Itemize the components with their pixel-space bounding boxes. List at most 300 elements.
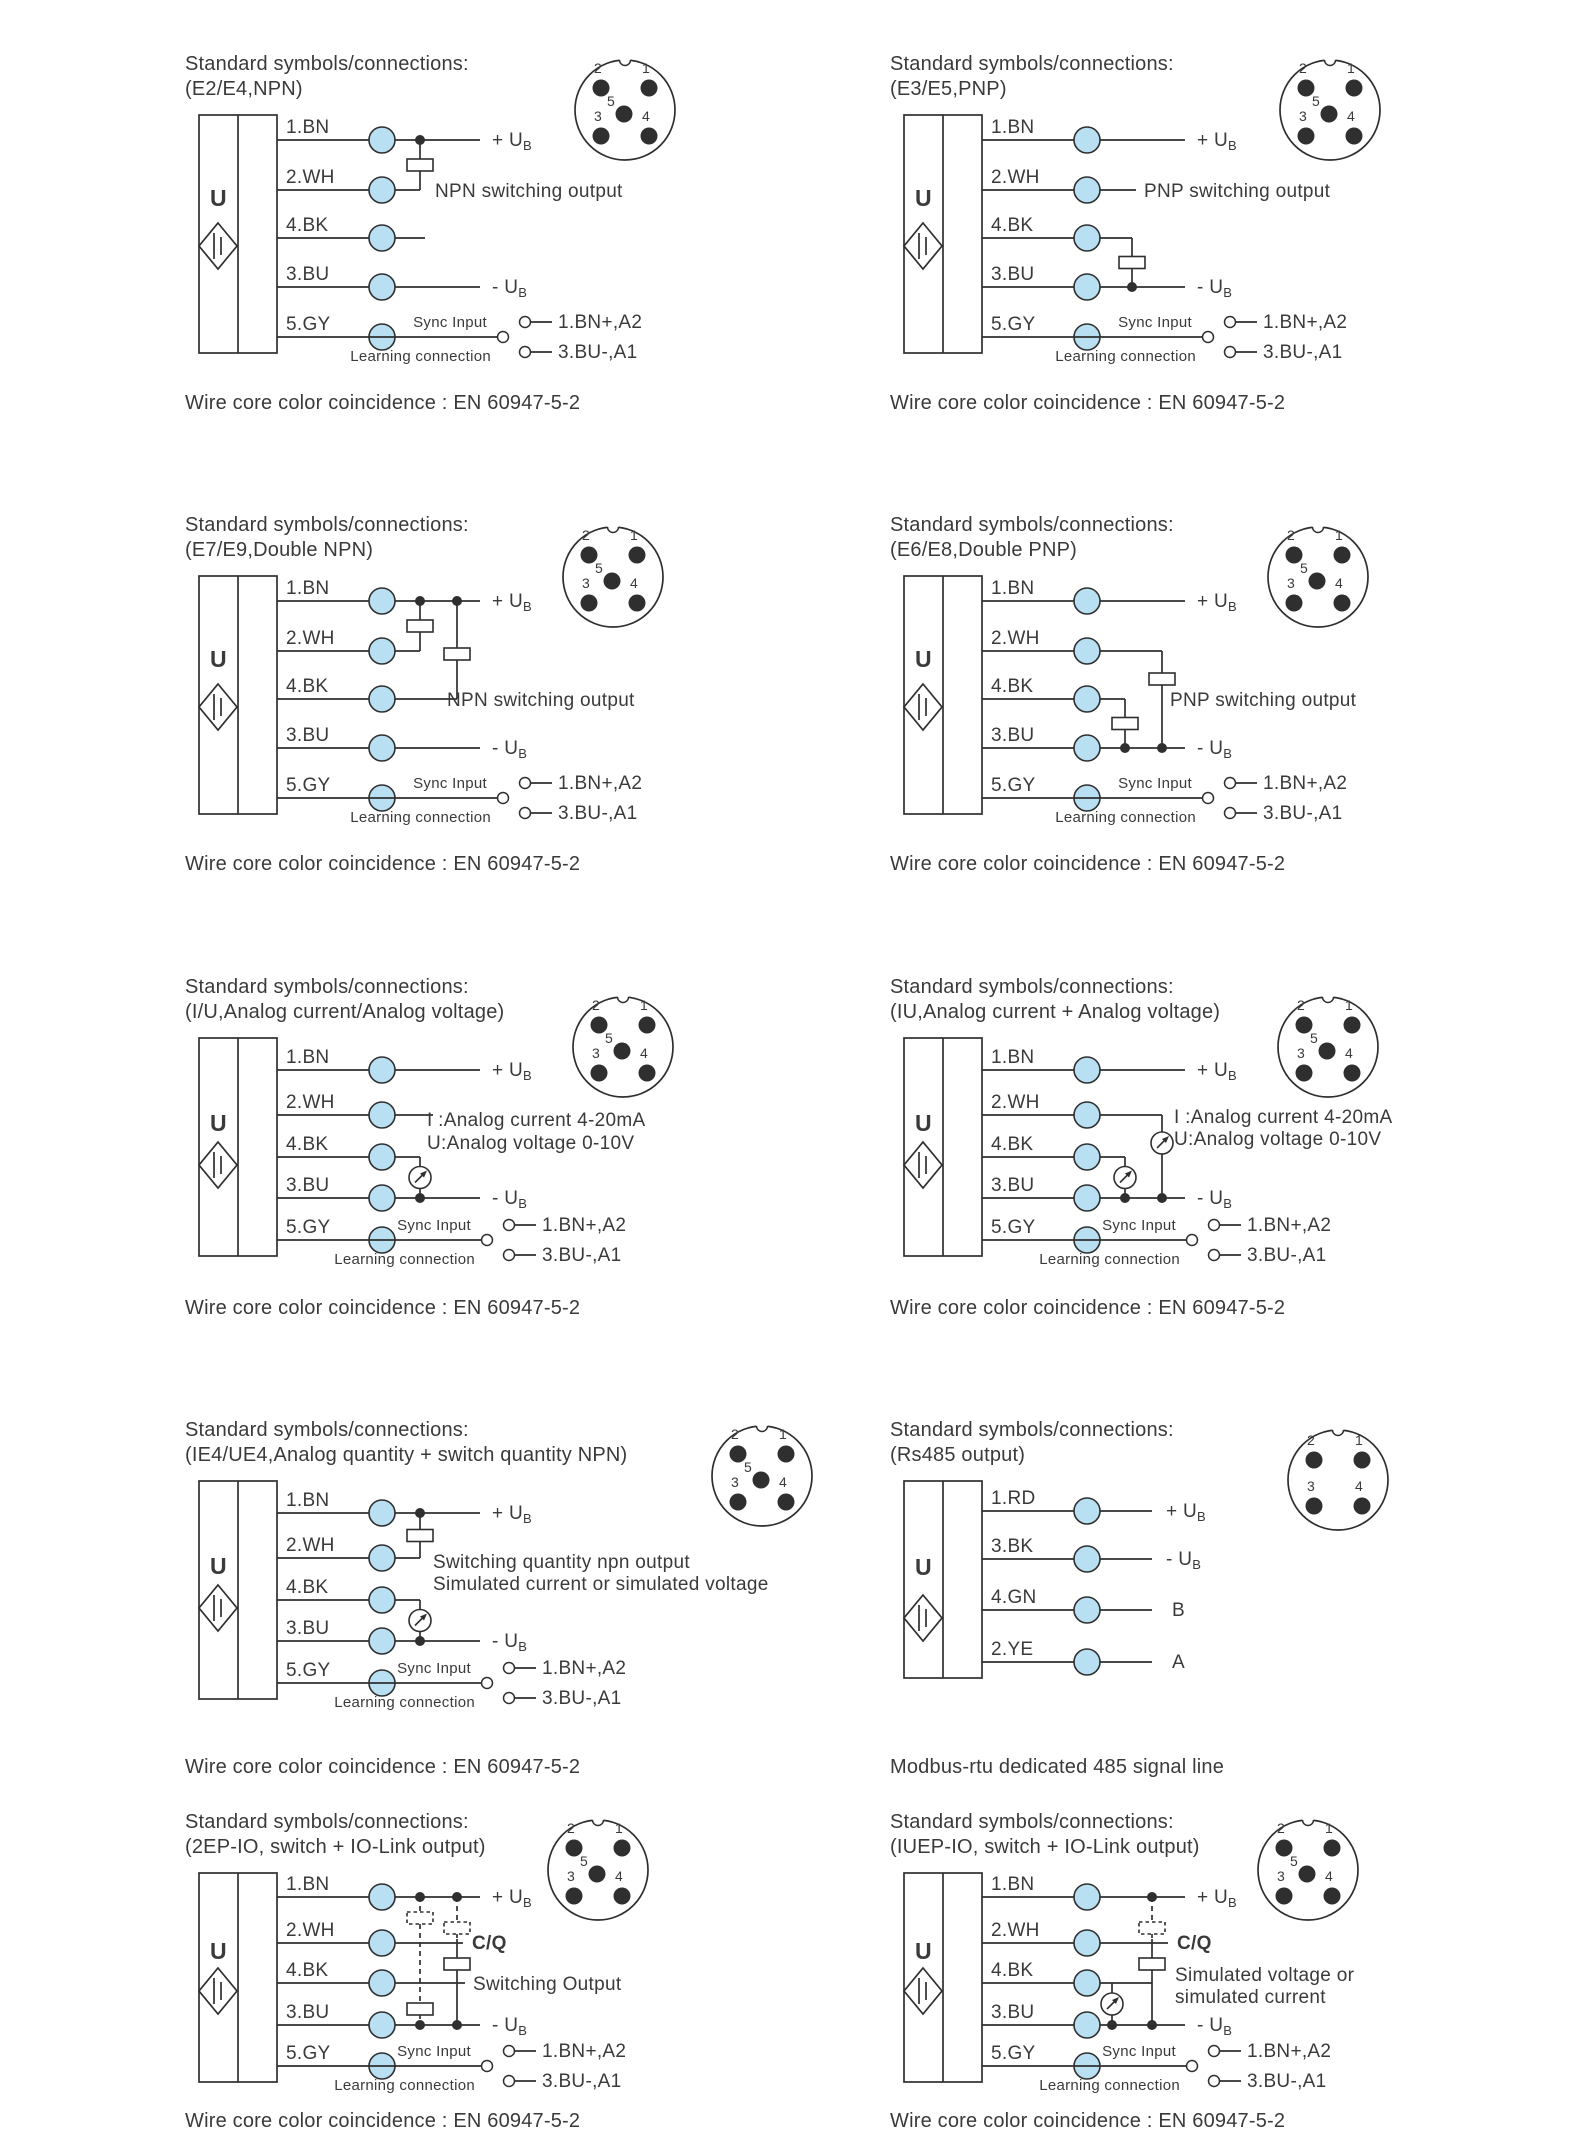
- connector-pin-3: [593, 128, 610, 145]
- wire-label-3-bu: 3.BU: [286, 1175, 330, 1196]
- learning-connection-label: Learning connection: [350, 348, 491, 365]
- learning-connection-label: Learning connection: [1055, 809, 1196, 826]
- connector-pin-5: [1309, 573, 1326, 590]
- block-footer: Wire core color coincidence : EN 60947-5-2: [185, 853, 581, 875]
- connector-pin-5: [616, 106, 633, 123]
- connector-notch-arc: [1333, 1430, 1344, 1436]
- wire-terminal: [1074, 1498, 1100, 1524]
- block-title: Standard symbols/connections:: [185, 514, 469, 536]
- open-terminal: [1225, 778, 1236, 789]
- sync-terminal-label: 1.BN+,A2: [1263, 773, 1348, 794]
- sync-terminal-label: 1.BN+,A2: [542, 1215, 627, 1236]
- connector-pin-label: 5: [604, 1030, 614, 1046]
- sync-terminal-label: 3.BU-,A1: [1263, 342, 1343, 363]
- wire-terminal: [369, 1545, 395, 1571]
- connector-pin-label: 3: [591, 1045, 601, 1061]
- connector-pin-4: [629, 595, 646, 612]
- connector-pin-4: [1344, 1065, 1361, 1082]
- connector-notch-arc: [1323, 997, 1334, 1003]
- resistor: [444, 1958, 470, 1970]
- open-terminal: [1225, 808, 1236, 819]
- sync-terminal-label: 1.BN+,A2: [1247, 1215, 1332, 1236]
- sensor-u-label: U: [210, 1553, 227, 1579]
- connector-pin-label: 3: [581, 575, 591, 591]
- resistor: [407, 2003, 433, 2015]
- wire-label-2-wh: 2.WH: [286, 167, 335, 188]
- sync-terminal-label: 3.BU-,A1: [558, 342, 638, 363]
- sensor-u-label: U: [210, 1110, 227, 1136]
- junction-dot: [415, 596, 425, 606]
- output-label: Simulated voltage or: [1175, 1965, 1355, 1986]
- resistor: [407, 159, 433, 171]
- connector-pin-5: [614, 1043, 631, 1060]
- connector-pin-1: [629, 547, 646, 564]
- diagram-block-io_link_2ep: [185, 1810, 897, 2154]
- diagram-block-rs485: [890, 1418, 1587, 1800]
- wire-terminal: [1074, 1884, 1100, 1910]
- wire-label-1-bn: 1.BN: [991, 1047, 1035, 1068]
- connector-pin-3: [1276, 1888, 1293, 1905]
- wire-terminal: [369, 1587, 395, 1613]
- wire-terminal: [369, 2012, 395, 2038]
- connector-pin-label: 1: [1346, 60, 1356, 76]
- open-terminal: [1209, 1220, 1220, 1231]
- sensor-symbol: [904, 1873, 982, 2082]
- open-terminal: [504, 1250, 515, 1261]
- connector-pin-1: [1346, 80, 1363, 97]
- diagram-block-analog_switch_npn: [185, 1418, 897, 1800]
- output-label: NPN switching output: [435, 181, 623, 202]
- connector-pinout-icon: [1288, 1425, 1388, 1531]
- wire-terminal: [369, 735, 395, 761]
- wire-label-5-gy: 5.GY: [991, 314, 1036, 335]
- connector-pin-5: [1321, 106, 1338, 123]
- resistor-dashed: [1139, 1922, 1165, 1934]
- connector-pin-label: 5: [594, 560, 604, 576]
- wire-label-3-bk: 3.BK: [991, 1536, 1034, 1557]
- junction-dot: [452, 2020, 462, 2030]
- connector-pin-4: [641, 128, 658, 145]
- junction-dot: [1147, 1892, 1157, 1902]
- connector-pin-3: [1298, 128, 1315, 145]
- sensor-symbol: [199, 115, 277, 353]
- block-title: Standard symbols/connections:: [890, 514, 1174, 536]
- wire-terminal: [1074, 1185, 1100, 1211]
- sync-input-label: Sync Input: [1102, 1217, 1176, 1234]
- open-terminal: [504, 2046, 515, 2057]
- junction-dot: [1120, 743, 1130, 753]
- connector-notch-arc: [757, 1426, 768, 1432]
- connector-pin-label: 2: [1286, 527, 1296, 543]
- supply-minus-label: - $U_B$: [1197, 277, 1233, 300]
- wire-label-5-gy: 5.GY: [286, 775, 331, 796]
- connector-pin-4: [1324, 1888, 1341, 1905]
- sync-terminal-label: 1.BN+,A2: [1247, 2041, 1332, 2062]
- wire-label-2-ye: 2.YE: [991, 1639, 1034, 1660]
- wire-label-4-bk: 4.BK: [286, 1134, 329, 1155]
- connector-pin-1: [614, 1840, 631, 1857]
- connector-pin-3: [1296, 1065, 1313, 1082]
- diagram-block-pnp: [890, 52, 1587, 434]
- block-title: Standard symbols/connections:: [185, 976, 469, 998]
- connector-pinout-icon: [575, 55, 675, 161]
- learning-connection-label: Learning connection: [334, 1694, 475, 1711]
- connector-pin-3: [730, 1494, 747, 1511]
- wire-label-4-bk: 4.BK: [991, 676, 1034, 697]
- wire-label-2-wh: 2.WH: [991, 1920, 1040, 1941]
- resistor: [1149, 673, 1175, 685]
- block-title: Standard symbols/connections:: [185, 1811, 469, 1833]
- wire-terminal: [369, 1500, 395, 1526]
- output-label: Simulated current or simulated voltage: [433, 1574, 769, 1595]
- connector-pin-label: 5: [1289, 1853, 1299, 1869]
- block-footer: Wire core color coincidence : EN 60947-5-2: [185, 1756, 581, 1778]
- junction-dot: [1147, 2020, 1157, 2030]
- sync-terminal-label: 3.BU-,A1: [542, 1688, 622, 1709]
- diagram-block-double_pnp: [890, 513, 1587, 895]
- sensor-u-label: U: [210, 1938, 227, 1964]
- sync-terminal-label: 3.BU-,A1: [542, 1245, 622, 1266]
- wire-terminal: [1074, 274, 1100, 300]
- analog-label: U:Analog voltage 0-10V: [1174, 1129, 1382, 1150]
- supply-plus-label: + $U_B$: [1166, 1501, 1206, 1524]
- connector-pin-label: 2: [1306, 1432, 1316, 1448]
- wire-terminal: [1074, 2012, 1100, 2038]
- wire-label-1-bn: 1.BN: [991, 578, 1035, 599]
- connector-pin-1: [1354, 1452, 1371, 1469]
- learning-connection-label: Learning connection: [350, 809, 491, 826]
- wire-terminal: [369, 588, 395, 614]
- wire-terminal: [369, 1628, 395, 1654]
- output-label: simulated current: [1175, 1987, 1326, 2008]
- wire-label-1-bn: 1.BN: [991, 117, 1035, 138]
- sync-input-label: Sync Input: [397, 1660, 471, 1677]
- wire-label-4-bk: 4.BK: [991, 1960, 1034, 1981]
- wire-label-2-wh: 2.WH: [286, 1920, 335, 1941]
- diagram-block-npn: [185, 52, 897, 434]
- sensor-symbol: [199, 1481, 277, 1699]
- wire-label-1-bn: 1.BN: [991, 1874, 1035, 1895]
- resistor: [1112, 718, 1138, 730]
- resistor: [1139, 1958, 1165, 1970]
- connector-pin-2: [1306, 1452, 1323, 1469]
- resistor: [444, 648, 470, 660]
- wire-terminal: [1074, 588, 1100, 614]
- connector-pin-5: [753, 1472, 770, 1489]
- junction-dot: [415, 1193, 425, 1203]
- learning-connection-label: Learning connection: [1039, 2077, 1180, 2094]
- connector-pin-label: 3: [1276, 1868, 1286, 1884]
- diagram-block-double_npn: [185, 513, 897, 895]
- connector-pin-label: 1: [1344, 997, 1354, 1013]
- meter-icon: [1114, 1167, 1136, 1189]
- sensor-symbol: [904, 1481, 982, 1678]
- connector-pin-label: 4: [1354, 1478, 1364, 1494]
- sensor-u-label: U: [915, 646, 932, 672]
- wire-terminal: [369, 1185, 395, 1211]
- connector-pin-label: 3: [566, 1868, 576, 1884]
- wire-label-4-bk: 4.BK: [286, 1577, 329, 1598]
- connector-pin-4: [639, 1065, 656, 1082]
- diagram-block-analog_iu: [185, 975, 897, 1357]
- wire-label-2-wh: 2.WH: [991, 1092, 1040, 1113]
- block-subtitle: (Rs485 output): [890, 1444, 1026, 1466]
- wire-label-3-bu: 3.BU: [286, 2002, 330, 2023]
- sync-terminal-label: 1.BN+,A2: [542, 1658, 627, 1679]
- open-terminal: [504, 1220, 515, 1231]
- open-terminal: [520, 347, 531, 358]
- wire-terminal: [369, 1102, 395, 1128]
- connector-pin-label: 4: [629, 575, 639, 591]
- sync-terminal-label: 3.BU-,A1: [1263, 803, 1343, 824]
- block-title: Standard symbols/connections:: [890, 976, 1174, 998]
- meter-icon: [1101, 1993, 1123, 2015]
- wire-terminal: [1074, 1546, 1100, 1572]
- junction-dot: [452, 1892, 462, 1902]
- connector-notch-arc: [620, 60, 631, 66]
- cq-label: C/Q: [472, 1933, 507, 1954]
- connector-pin-label: 1: [639, 997, 649, 1013]
- wire-terminal: [369, 177, 395, 203]
- connector-pin-4: [614, 1888, 631, 1905]
- bus-b-label: B: [1172, 1600, 1185, 1621]
- wire-label-2-wh: 2.WH: [991, 628, 1040, 649]
- block-subtitle: (2EP-IO, switch + IO-Link output): [185, 1836, 486, 1858]
- connector-pin-label: 2: [730, 1426, 740, 1442]
- connector-pin-4: [1354, 1498, 1371, 1515]
- wire-terminal: [1074, 686, 1100, 712]
- wire-terminal: [1074, 1102, 1100, 1128]
- supply-plus-label: + $U_B$: [1197, 591, 1237, 614]
- schematic-npn: [185, 52, 897, 388]
- wire-label-4-gn: 4.GN: [991, 1587, 1037, 1608]
- wire-label-1-bn: 1.BN: [286, 578, 330, 599]
- connector-pin-label: 2: [1296, 997, 1306, 1013]
- analog-label: I :Analog current 4-20mA: [427, 1110, 646, 1131]
- open-terminal: [520, 317, 531, 328]
- connector-pin-1: [639, 1017, 656, 1034]
- sync-input-label: Sync Input: [413, 314, 487, 331]
- connector-pin-label: 5: [1299, 560, 1309, 576]
- block-footer: Wire core color coincidence : EN 60947-5-2: [890, 1297, 1286, 1319]
- wire-terminal: [1074, 1930, 1100, 1956]
- block-subtitle: (IUEP-IO, switch + IO-Link output): [890, 1836, 1200, 1858]
- resistor: [407, 620, 433, 632]
- block-subtitle: (E2/E4,NPN): [185, 78, 303, 100]
- block-footer: Wire core color coincidence : EN 60947-5-2: [185, 392, 581, 414]
- sync-terminal-label: 1.BN+,A2: [558, 773, 643, 794]
- connector-pin-3: [566, 1888, 583, 1905]
- block-subtitle: (IU,Analog current + Analog voltage): [890, 1001, 1221, 1023]
- connector-pin-label: 2: [593, 60, 603, 76]
- block-footer: Wire core color coincidence : EN 60947-5-2: [890, 392, 1286, 414]
- junction-dot: [415, 1892, 425, 1902]
- wire-terminal: [369, 1144, 395, 1170]
- supply-minus-label: - $U_B$: [492, 738, 528, 761]
- open-terminal: [504, 1663, 515, 1674]
- supply-minus-label: - $U_B$: [492, 277, 528, 300]
- connector-pin-label: 5: [579, 1853, 589, 1869]
- sync-input-label: Sync Input: [1102, 2043, 1176, 2060]
- connector-pin-label: 2: [566, 1820, 576, 1836]
- block-title: Standard symbols/connections:: [890, 1419, 1174, 1441]
- wire-label-5-gy: 5.GY: [991, 1217, 1036, 1238]
- block-subtitle: (I/U,Analog current/Analog voltage): [185, 1001, 505, 1023]
- block-title: Standard symbols/connections:: [890, 1811, 1174, 1833]
- connector-pin-1: [1324, 1840, 1341, 1857]
- analog-label: I :Analog current 4-20mA: [1174, 1107, 1393, 1128]
- connector-pin-label: 1: [1324, 1820, 1334, 1836]
- connector-pin-label: 4: [778, 1474, 788, 1490]
- connector-pin-label: 2: [591, 997, 601, 1013]
- open-terminal: [482, 2061, 493, 2072]
- open-terminal: [1209, 2076, 1220, 2087]
- wire-label-5-gy: 5.GY: [991, 775, 1036, 796]
- connector-pin-label: 1: [1354, 1432, 1364, 1448]
- supply-plus-label: + $U_B$: [492, 1503, 532, 1526]
- open-terminal: [1209, 1250, 1220, 1261]
- open-terminal: [504, 1693, 515, 1704]
- sensor-symbol: [199, 1873, 277, 2082]
- sync-input-label: Sync Input: [413, 775, 487, 792]
- connector-pinout-icon: [1278, 992, 1378, 1098]
- connector-pin-label: 4: [1346, 108, 1356, 124]
- connector-notch-arc: [1303, 1820, 1314, 1826]
- wire-terminal: [1074, 1649, 1100, 1675]
- connector-pin-label: 1: [629, 527, 639, 543]
- wire-label-3-bu: 3.BU: [991, 1175, 1035, 1196]
- schematic-pnp: [890, 52, 1587, 388]
- analog-label: U:Analog voltage 0-10V: [427, 1133, 635, 1154]
- wire-terminal: [369, 1970, 395, 1996]
- junction-dot: [452, 596, 462, 606]
- junction-dot: [1127, 282, 1137, 292]
- sensor-symbol: [199, 1038, 277, 1256]
- sync-input-label: Sync Input: [1118, 314, 1192, 331]
- junction-dot: [415, 1508, 425, 1518]
- supply-plus-label: + $U_B$: [492, 1060, 532, 1083]
- schematic-double_pnp: [890, 513, 1587, 849]
- meter-icon: [1151, 1132, 1173, 1154]
- supply-minus-label: - $U_B$: [1166, 1549, 1202, 1572]
- open-terminal: [1203, 332, 1214, 343]
- wire-label-5-gy: 5.GY: [286, 1217, 331, 1238]
- connector-notch-arc: [1325, 60, 1336, 66]
- open-terminal: [1203, 793, 1214, 804]
- sync-terminal-label: 3.BU-,A1: [1247, 1245, 1327, 1266]
- wire-terminal: [369, 127, 395, 153]
- supply-plus-label: + $U_B$: [1197, 1060, 1237, 1083]
- connector-pin-label: 5: [1309, 1030, 1319, 1046]
- junction-dot: [1157, 743, 1167, 753]
- output-label: NPN switching output: [447, 690, 635, 711]
- sync-input-label: Sync Input: [397, 2043, 471, 2060]
- connector-notch-arc: [593, 1820, 604, 1826]
- resistor: [407, 1530, 433, 1542]
- open-terminal: [520, 778, 531, 789]
- sync-terminal-label: 3.BU-,A1: [542, 2071, 622, 2092]
- sync-terminal-label: 1.BN+,A2: [1263, 312, 1348, 333]
- block-title: Standard symbols/connections:: [185, 53, 469, 75]
- wire-terminal: [1074, 1970, 1100, 1996]
- wire-terminal: [1074, 1144, 1100, 1170]
- block-subtitle: (IE4/UE4,Analog quantity + switch quantity NPN): [185, 1444, 628, 1466]
- connector-pin-5: [1299, 1866, 1316, 1883]
- block-title: Standard symbols/connections:: [890, 53, 1174, 75]
- sensor-u-label: U: [210, 646, 227, 672]
- connector-pin-5: [604, 573, 621, 590]
- connector-pinout-icon: [1268, 522, 1368, 628]
- sync-terminal-label: 1.BN+,A2: [558, 312, 643, 333]
- meter-icon: [409, 1167, 431, 1189]
- wire-label-2-wh: 2.WH: [286, 1535, 335, 1556]
- connector-pinout-icon: [1280, 55, 1380, 161]
- resistor-dashed: [407, 1912, 433, 1924]
- connector-pin-label: 2: [1298, 60, 1308, 76]
- wire-terminal: [369, 225, 395, 251]
- sensor-u-label: U: [915, 1938, 932, 1964]
- block-subtitle: (E6/E8,Double PNP): [890, 539, 1078, 561]
- wire-terminal: [1074, 225, 1100, 251]
- output-label: Switching quantity npn output: [433, 1552, 690, 1573]
- connector-pin-label: 4: [614, 1868, 624, 1884]
- wire-terminal: [369, 1057, 395, 1083]
- connector-pin-label: 3: [1296, 1045, 1306, 1061]
- wire-label-5-gy: 5.GY: [991, 2043, 1036, 2064]
- wire-label-3-bu: 3.BU: [286, 1618, 330, 1639]
- resistor-dashed: [444, 1922, 470, 1934]
- connector-pin-label: 3: [1286, 575, 1296, 591]
- wire-terminal: [1074, 638, 1100, 664]
- learning-connection-label: Learning connection: [1055, 348, 1196, 365]
- junction-dot: [415, 1636, 425, 1646]
- wire-label-4-bk: 4.BK: [991, 215, 1034, 236]
- cq-label: C/Q: [1177, 1933, 1212, 1954]
- connector-pin-label: 3: [1306, 1478, 1316, 1494]
- connector-body: [1288, 1430, 1388, 1530]
- block-subtitle: (E3/E5,PNP): [890, 78, 1007, 100]
- connector-pinout-icon: [548, 1815, 648, 1921]
- sensor-symbol: [904, 115, 982, 353]
- connector-pin-3: [591, 1065, 608, 1082]
- connector-notch-arc: [618, 997, 629, 1003]
- wire-terminal: [1074, 735, 1100, 761]
- block-footer: Wire core color coincidence : EN 60947-5-2: [890, 853, 1286, 875]
- open-terminal: [1187, 1235, 1198, 1246]
- supply-minus-label: - $U_B$: [1197, 1188, 1233, 1211]
- wire-label-4-bk: 4.BK: [286, 215, 329, 236]
- block-subtitle: (E7/E9,Double NPN): [185, 539, 374, 561]
- wire-label-4-bk: 4.BK: [991, 1134, 1034, 1155]
- sync-terminal-label: 3.BU-,A1: [1247, 2071, 1327, 2092]
- wire-label-3-bu: 3.BU: [991, 725, 1035, 746]
- open-terminal: [498, 793, 509, 804]
- block-title: Standard symbols/connections:: [185, 1419, 469, 1441]
- open-terminal: [498, 332, 509, 343]
- connector-pin-label: 2: [581, 527, 591, 543]
- block-footer: Wire core color coincidence : EN 60947-5-2: [890, 2110, 1286, 2132]
- connector-pinout-icon: [573, 992, 673, 1098]
- connector-pin-1: [1344, 1017, 1361, 1034]
- wire-label-2-wh: 2.WH: [991, 167, 1040, 188]
- connector-pin-label: 4: [639, 1045, 649, 1061]
- supply-plus-label: + $U_B$: [1197, 130, 1237, 153]
- resistor: [1119, 257, 1145, 269]
- open-terminal: [482, 1235, 493, 1246]
- schematic-analog_switch_npn: [185, 1418, 897, 1752]
- connector-pin-label: 1: [641, 60, 651, 76]
- connector-pin-label: 2: [1276, 1820, 1286, 1836]
